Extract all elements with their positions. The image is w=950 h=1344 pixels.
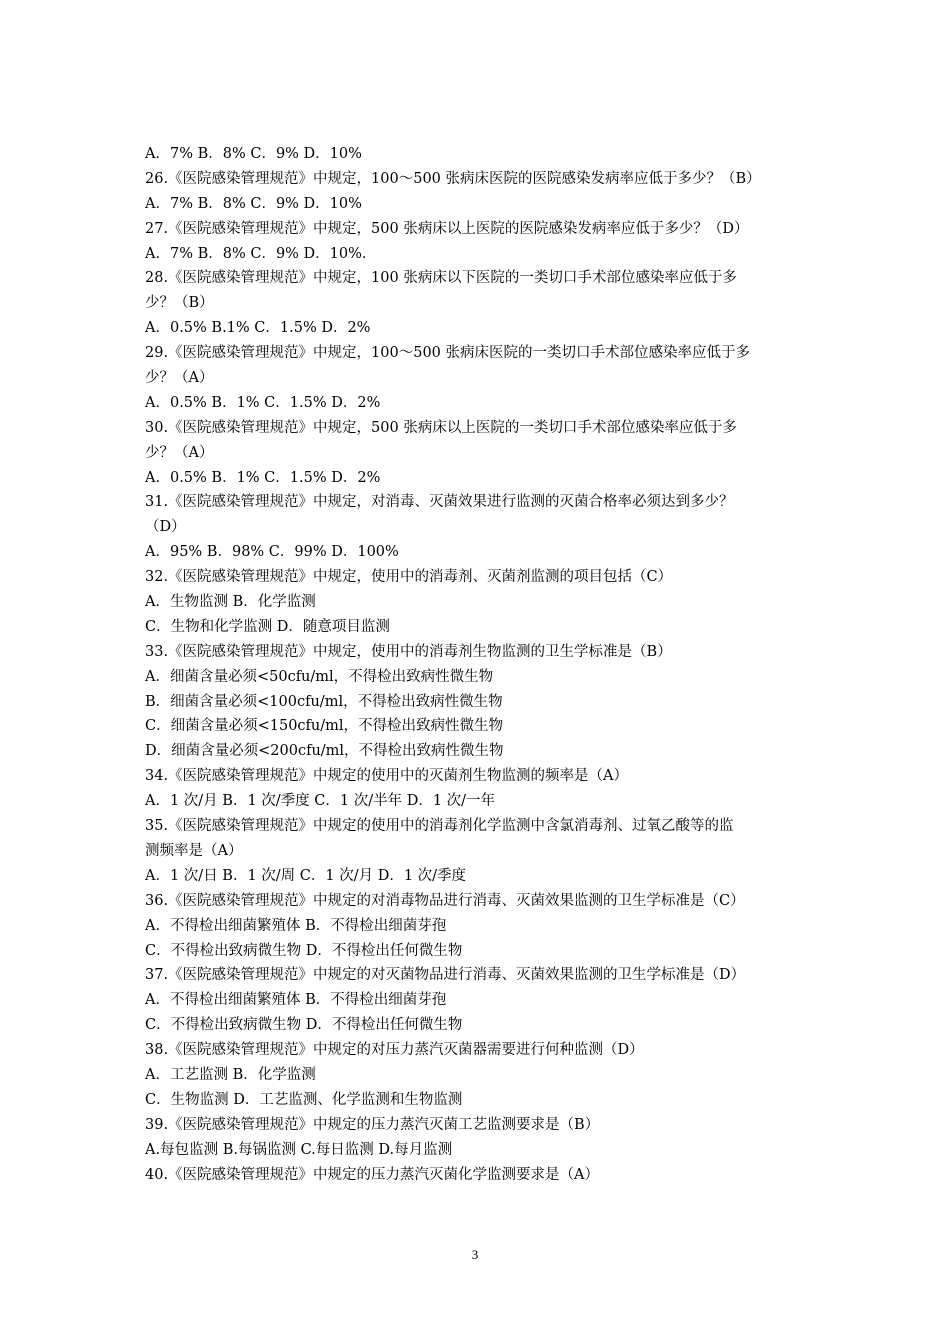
page-number: 3	[471, 1247, 479, 1262]
text-line: A．7% B．8% C．9% D．10%	[145, 195, 362, 212]
text-line: 40.《医院感染管理规范》中规定的压力蒸汽灭菌化学监测要求是（A）	[145, 1166, 600, 1183]
text-line: A．0.5% B.1% C．1.5% D．2%	[145, 320, 371, 337]
text-line: C．不得检出致病微生物 D．不得检出任何微生物	[145, 1017, 463, 1034]
text-line: 26.《医院感染管理规范》中规定，100～500 张病床医院的医院感染发病率应低于多少？（B）	[145, 170, 761, 187]
text-line: 35.《医院感染管理规范》中规定的使用中的消毒剂化学监测中含氯消毒剂、过氧乙酸等的监	[145, 818, 734, 835]
text-line: A．不得检出细菌繁殖体 B．不得检出细菌芽孢	[145, 917, 447, 934]
text-line: D．细菌含量必须<200cfu/ml，不得检出致病性微生物	[145, 743, 504, 760]
text-line: A．0.5% B．1% C．1.5% D．2%	[145, 469, 381, 486]
text-line: A．工艺监测 B．化学监测	[145, 1066, 316, 1083]
text-line: 32.《医院感染管理规范》中规定，使用中的消毒剂、灭菌剂监测的项目包括（C）	[145, 569, 673, 586]
text-line: A.每包监测 B.每锅监测 C.每日监测 D.每月监测	[145, 1141, 453, 1158]
text-line: 测频率是（A）	[145, 842, 243, 859]
text-line: 34.《医院感染管理规范》中规定的使用中的灭菌剂生物监测的频率是（A）	[145, 768, 629, 785]
text-line: 28.《医院感染管理规范》中规定，100 张病床以下医院的一类切口手术部位感染率应低于多	[145, 270, 737, 287]
text-line: A．1 次/月 B．1 次/季度 C．1 次/半年 D．1 次/一年	[145, 793, 496, 810]
text-line: A．7% B．8% C．9% D．10%	[145, 146, 362, 162]
text-line: C．细菌含量必须<150cfu/ml，不得检出致病性微生物	[145, 718, 504, 735]
text-line: A．0.5% B．1% C．1.5% D．2%	[145, 394, 381, 411]
text-line: 30.《医院感染管理规范》中规定，500 张病床以上医院的一类切口手术部位感染率应低于多	[145, 419, 737, 436]
text-line: 少？（A）	[145, 370, 214, 387]
text-line: A．生物监测 B．化学监测	[145, 594, 316, 611]
text-line: 37.《医院感染管理规范》中规定的对灭菌物品进行消毒、灭菌效果监测的卫生学标准是（D）	[145, 967, 746, 984]
text-line: C．生物和化学监测 D．随意项目监测	[145, 618, 390, 635]
text-line: 38.《医院感染管理规范》中规定的对压力蒸汽灭菌器需要进行何种监测（D）	[145, 1042, 644, 1059]
text-line: 39.《医院感染管理规范》中规定的压力蒸汽灭菌工艺监测要求是（B）	[145, 1116, 600, 1133]
document-body	[145, 142, 815, 1187]
text-line: A．7% B．8% C．9% D．10%．	[145, 245, 377, 262]
text-line: 33.《医院感染管理规范》中规定，使用中的消毒剂生物监测的卫生学标准是（B）	[145, 643, 672, 660]
text-line: A．细菌含量必须<50cfu/ml，不得检出致病性微生物	[145, 668, 494, 685]
text-line: 31.《医院感染管理规范》中规定，对消毒、灭菌效果进行监测的灭菌合格率必须达到多少？	[145, 494, 734, 511]
text-line: 36.《医院感染管理规范》中规定的对消毒物品进行消毒、灭菌效果监测的卫生学标准是（C）	[145, 892, 745, 909]
text-line: C．不得检出致病微生物 D．不得检出任何微生物	[145, 942, 463, 959]
text-line: C．生物监测 D．工艺监测、化学监测和生物监测	[145, 1091, 463, 1108]
text-line: A．不得检出细菌繁殖体 B．不得检出细菌芽孢	[145, 992, 447, 1009]
text-line: B．细菌含量必须<100cfu/ml，不得检出致病性微生物	[145, 693, 503, 710]
text-line: A．95% B．98% C．99% D．100%	[145, 544, 399, 561]
text-line: 少？（B）	[145, 295, 214, 312]
text-line: A．1 次/日 B．1 次/周 C．1 次/月 D．1 次/季度	[145, 867, 467, 884]
text-line: （D）	[145, 519, 186, 536]
text-line: 少？（A）	[145, 444, 214, 461]
text-line: 29.《医院感染管理规范》中规定，100～500 张病床医院的一类切口手术部位感染率应低于多	[145, 345, 751, 362]
text-line: 27.《医院感染管理规范》中规定，500 张病床以上医院的医院感染发病率应低于多少？（D）	[145, 220, 749, 237]
